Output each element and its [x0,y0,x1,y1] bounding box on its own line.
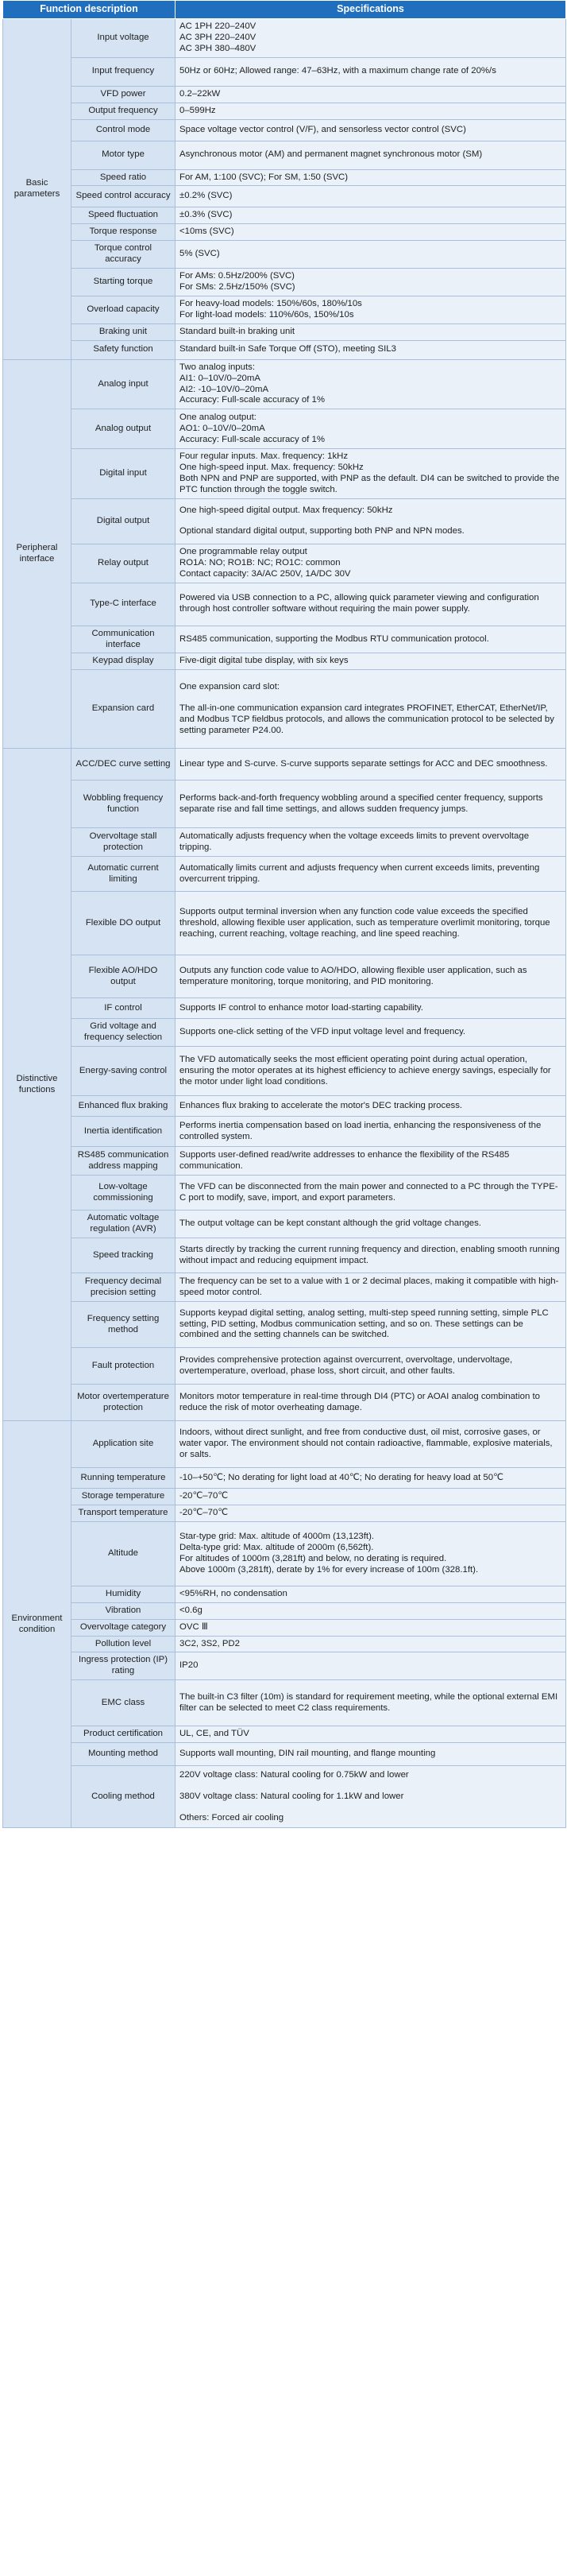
feature-flexible-do-output: Flexible DO output [71,892,176,955]
feature-digital-input: Digital input [71,449,176,499]
spec-value [176,359,566,409]
feature-vfd-power: VFD power [71,86,176,103]
spec-value [176,626,566,653]
spec-paragraph: Indoors, without direct sunlight, and free from conductive dust, oil mist, corrosive gases, or water vapor. The environment should not contain radioactive, flammable, explosive materials, or salts. [179,1427,553,1459]
table-row [3,1619,566,1636]
table-row [3,1680,566,1726]
spec-paragraph: For AMs: 0.5Hz/200% (SVC) For SMs: 2.5Hz/150% (SVC) [179,271,295,292]
table-row [3,323,566,340]
spec-value [176,1019,566,1047]
spec-paragraph: OVC Ⅲ [179,1621,208,1632]
spec-paragraph: Optional standard digital output, supporting both PNP and NPN modes. [179,526,465,537]
feature-grid-voltage-and-frequency-selection: Grid voltage and frequency selection [71,1019,176,1047]
table-row [3,583,566,626]
spec-value [176,998,566,1019]
feature-flexible-ao-hdo-output: Flexible AO/HDO output [71,955,176,998]
spec-paragraph: -20℃–70℃ [179,1507,229,1517]
table-row [3,1238,566,1273]
table-row [3,1211,566,1238]
feature-inertia-identification: Inertia identification [71,1117,176,1147]
category-distinctive-functions: Distinctive functions [3,749,71,1421]
table-row [3,1521,566,1586]
spec-value [176,141,566,169]
spec-value [176,1096,566,1117]
feature-altitude: Altitude [71,1521,176,1586]
table-header-row [3,1,566,19]
table-row [3,1273,566,1302]
spec-paragraph: Automatically limits current and adjusts frequency when current exceeds limits, preventing overcurrent tripping. [179,862,540,884]
spec-value [176,1652,566,1680]
feature-acc-dec-curve-setting: ACC/DEC curve setting [71,749,176,781]
feature-automatic-current-limiting: Automatic current limiting [71,857,176,892]
table-row [3,1766,566,1828]
table-row [3,141,566,169]
spec-paragraph: ±0.2% (SVC) [179,191,233,201]
table-row [3,57,566,86]
spec-value [176,1385,566,1421]
feature-input-frequency: Input frequency [71,57,176,86]
feature-output-frequency: Output frequency [71,103,176,119]
table-row [3,857,566,892]
spec-value [176,19,566,58]
category-peripheral-interface: Peripheral interface [3,359,71,749]
spec-paragraph: 0–599Hz [179,105,216,115]
feature-speed-control-accuracy: Speed control accuracy [71,186,176,207]
table-row [3,1421,566,1468]
feature-running-temperature: Running temperature [71,1468,176,1489]
spec-paragraph: Asynchronous motor (AM) and permanent magnet synchronous motor (SM) [179,149,483,160]
table-row [3,169,566,186]
spec-value [176,57,566,86]
feature-overload-capacity: Overload capacity [71,296,176,323]
feature-type-c-interface: Type-C interface [71,583,176,626]
spec-paragraph: The output voltage can be kept constant although the grid voltage changes. [179,1218,481,1229]
spec-value [176,1743,566,1766]
feature-low-voltage-commissioning: Low-voltage commissioning [71,1176,176,1211]
spec-paragraph: Supports IF control to enhance motor load-starting capability. [179,1002,423,1013]
table-row [3,119,566,141]
feature-overvoltage-category: Overvoltage category [71,1619,176,1636]
table-row [3,670,566,749]
spec-paragraph: Supports output terminal inversion when any function code value exceeds the specified threshold, allowing flexible user application, such as temperature overlimit monitoring, torque reaching, current reaching, voltage reaching, and line speed reaching. [179,907,550,939]
table-row [3,626,566,653]
table-row [3,241,566,269]
spec-paragraph: Standard built-in braking unit [179,326,295,336]
table-row [3,1117,566,1147]
spec-value [176,340,566,359]
spec-value [176,653,566,670]
spec-value [176,1602,566,1619]
feature-fault-protection: Fault protection [71,1348,176,1385]
table-row [3,449,566,499]
spec-value [176,670,566,749]
spec-paragraph: 380V voltage class: Natural cooling for 1.1kW and lower [179,1791,404,1801]
feature-pollution-level: Pollution level [71,1636,176,1652]
spec-paragraph: One analog output: AO1: 0–10V/0–20mA Accuracy: Full-scale accuracy of 1% [179,412,325,444]
table-row [3,269,566,296]
feature-starting-torque: Starting torque [71,269,176,296]
spec-value [176,296,566,323]
spec-paragraph: For heavy-load models: 150%/60s, 180%/10s For light-load models: 110%/60s, 150%/10s [179,298,362,320]
table-row [3,892,566,955]
spec-value [176,1680,566,1726]
spec-value [176,1047,566,1096]
feature-if-control: IF control [71,998,176,1019]
table-row [3,1047,566,1096]
spec-paragraph: Performs inertia compensation based on load inertia, enhancing the responsiveness of the controlled system. [179,1120,542,1141]
table-row [3,1743,566,1766]
spec-value [176,955,566,998]
spec-value [176,1117,566,1147]
feature-enhanced-flux-braking: Enhanced flux braking [71,1096,176,1117]
table-row [3,955,566,998]
spec-paragraph: The built-in C3 filter (10m) is standard for requirement meeting, while the optional external EMI filter can be selected to meet C2 class requirements. [179,1691,558,1713]
spec-paragraph: IP20 [179,1660,199,1671]
function-description-header: Function description [3,1,176,19]
table-row [3,781,566,828]
spec-value [176,409,566,449]
feature-humidity: Humidity [71,1586,176,1602]
table-row [3,1586,566,1602]
spec-value [176,1489,566,1505]
table-row [3,998,566,1019]
feature-control-mode: Control mode [71,119,176,141]
spec-paragraph: The VFD automatically seeks the most efficient operating point during actual operation, ensuring the motor operates at its highest efficiency to achieve energy savings, especially for the motor under light load conditions. [179,1054,551,1087]
spec-value [176,449,566,499]
spec-value [176,103,566,119]
spec-value [176,119,566,141]
spec-value [176,857,566,892]
table-row [3,86,566,103]
table-row [3,1348,566,1385]
feature-vibration: Vibration [71,1602,176,1619]
spec-paragraph: Outputs any function code value to AO/HDO, allowing flexible user application, such as temperature monitoring, torque monitoring, and PID monitoring. [179,965,527,986]
table-row [3,186,566,207]
spec-paragraph: One programmable relay output RO1A: NO; RO1B: NC; RO1C: common Contact capacity: 3A/AC 250V, 1A/DC 30V [179,546,351,579]
table-row [3,1302,566,1348]
table-row [3,1019,566,1047]
spec-paragraph: The all-in-one communication expansion card integrates PROFINET, EtherCAT, EtherNet/IP, and Modbus TCP fieldbus protocols, and allows the communication protocol to be selected by setting parameter P24.00. [179,703,554,735]
feature-overvoltage-stall-protection: Overvoltage stall protection [71,828,176,857]
feature-transport-temperature: Transport temperature [71,1505,176,1521]
spec-paragraph: 5% (SVC) [179,249,220,259]
specifications-table [2,0,566,1828]
spec-paragraph: <95%RH, no condensation [179,1588,287,1598]
feature-motor-type: Motor type [71,141,176,169]
feature-communication-interface: Communication interface [71,626,176,653]
feature-product-certification: Product certification [71,1726,176,1743]
spec-paragraph: UL, CE, and TÜV [179,1729,249,1739]
table-row [3,224,566,241]
category-environment-condition: Environment condition [3,1421,71,1828]
feature-frequency-setting-method: Frequency setting method [71,1302,176,1348]
spec-value [176,828,566,857]
feature-analog-input: Analog input [71,359,176,409]
table-row [3,1652,566,1680]
feature-motor-overtemperature-protection: Motor overtemperature protection [71,1385,176,1421]
feature-braking-unit: Braking unit [71,323,176,340]
feature-torque-control-accuracy: Torque control accuracy [71,241,176,269]
spec-value [176,1636,566,1652]
spec-value [176,892,566,955]
table-body [3,19,566,1828]
spec-value [176,1147,566,1176]
spec-paragraph: Linear type and S-curve. S-curve supports separate settings for ACC and DEC smoothness. [179,758,548,769]
spec-paragraph: 220V voltage class: Natural cooling for 0.75kW and lower [179,1769,409,1780]
spec-value [176,86,566,103]
table-row [3,1468,566,1489]
spec-paragraph: Automatically adjusts frequency when the voltage exceeds limits to prevent overvoltage tripping. [179,831,530,852]
feature-digital-output: Digital output [71,498,176,544]
feature-keypad-display: Keypad display [71,653,176,670]
spec-paragraph: Supports user-defined read/write addresses to enhance the flexibility of the RS485 communication. [179,1149,510,1171]
spec-value [176,1468,566,1489]
feature-speed-fluctuation: Speed fluctuation [71,207,176,224]
feature-rs485-communication-address-mapping: RS485 communication address mapping [71,1147,176,1176]
spec-value [176,241,566,269]
table-row [3,1147,566,1176]
feature-storage-temperature: Storage temperature [71,1489,176,1505]
spec-paragraph: Four regular inputs. Max. frequency: 1kHz One high-speed input. Max. frequency: 50kHz Both NPN and PNP are supported, with PNP as the default. DI4 can be switched to provide the PTC function through the toggle switch. [179,451,560,495]
spec-value [176,749,566,781]
table-row [3,653,566,670]
spec-value [176,207,566,224]
spec-value [176,1348,566,1385]
spec-paragraph: Supports keypad digital setting, analog setting, multi-step speed running setting, simple PLC setting, PID setting, Modbus communication setting, and so on. These settings can be combined and the setting channels can be switched. [179,1307,549,1340]
spec-paragraph: Powered via USB connection to a PC, allowing quick parameter viewing and configuration through host controller software without requiring the main power supply. [179,593,539,614]
spec-paragraph: Provides comprehensive protection against overcurrent, overvoltage, undervoltage, overtemperature, overload, phase loss, short circuit, and other faults. [179,1354,513,1376]
spec-value [176,1521,566,1586]
spec-value [176,1302,566,1348]
spec-value [176,781,566,828]
spec-paragraph: Supports one-click setting of the VFD input voltage level and frequency. [179,1027,466,1037]
spec-value [176,1273,566,1302]
spec-value [176,224,566,241]
spec-paragraph: <10ms (SVC) [179,227,234,237]
spec-paragraph: Five-digit digital tube display, with six keys [179,656,349,666]
feature-speed-ratio: Speed ratio [71,169,176,186]
spec-paragraph: -20℃–70℃ [179,1491,229,1501]
table-row [3,749,566,781]
spec-paragraph: Two analog inputs: AI1: 0–10V/0–20mA AI2: -10–10V/0–20mA Accuracy: Full-scale accuracy of 1% [179,362,325,405]
table-row [3,409,566,449]
table-row [3,828,566,857]
spec-paragraph: One high-speed digital output. Max frequency: 50kHz [179,505,393,515]
spec-value [176,186,566,207]
specifications-header: Specifications [176,1,566,19]
spec-value [176,323,566,340]
table-row [3,1602,566,1619]
table-row [3,1096,566,1117]
table-row [3,1726,566,1743]
feature-wobbling-frequency-function: Wobbling frequency function [71,781,176,828]
spec-paragraph: Supports wall mounting, DIN rail mounting, and flange mounting [179,1749,436,1759]
spec-paragraph: 50Hz or 60Hz; Allowed range: 47–63Hz, with a maximum change rate of 20%/s [179,66,496,76]
spec-paragraph: Performs back-and-forth frequency wobbling around a specified center frequency, supports separate rise and fall time settings, and allows sudden frequency jumps. [179,792,543,814]
spec-value [176,269,566,296]
spec-paragraph: Standard built-in Safe Torque Off (STO), meeting SIL3 [179,344,396,354]
feature-frequency-decimal-precision-setting: Frequency decimal precision setting [71,1273,176,1302]
spec-value [176,1726,566,1743]
feature-automatic-voltage-regulation-avr: Automatic voltage regulation (AVR) [71,1211,176,1238]
spec-value [176,498,566,544]
feature-safety-function: Safety function [71,340,176,359]
spec-value [176,1619,566,1636]
spec-paragraph: The VFD can be disconnected from the main power and connected to a PC through the TYPE-C port to modify, save, import, and export parameters. [179,1181,558,1203]
spec-paragraph: The frequency can be set to a value with 1 or 2 decimal places, making it compatible with high-speed motor control. [179,1276,559,1297]
spec-paragraph: 3C2, 3S2, PD2 [179,1638,240,1648]
spec-value [176,1421,566,1468]
table-row [3,103,566,119]
spec-paragraph: For AM, 1:100 (SVC); For SM, 1:50 (SVC) [179,172,349,182]
table-row [3,544,566,583]
feature-cooling-method: Cooling method [71,1766,176,1828]
spec-paragraph: -10–+50℃; No derating for light load at 40℃; No derating for heavy load at 50℃ [179,1472,503,1482]
feature-ingress-protection-ip-rating: Ingress protection (IP) rating [71,1652,176,1680]
feature-emc-class: EMC class [71,1680,176,1726]
table-row [3,498,566,544]
feature-analog-output: Analog output [71,409,176,449]
spec-paragraph: Starts directly by tracking the current running frequency and direction, enabling smooth running without impact and reducing equipment impact. [179,1244,560,1265]
feature-relay-output: Relay output [71,544,176,583]
spec-paragraph: ±0.3% (SVC) [179,210,233,220]
spec-paragraph: Star-type grid: Max. altitude of 4000m (13,123ft). Delta-type grid: Max. altitude of 2000m (6,562ft). For altitudes of 1000m (3,281ft) and below, no derating is required. Above 1000m (3,281ft), derate by 1% for every increase of 100m (328.1ft). [179,1532,479,1575]
spec-value [176,1586,566,1602]
spec-value [176,1211,566,1238]
feature-energy-saving-control: Energy-saving control [71,1047,176,1096]
feature-mounting-method: Mounting method [71,1743,176,1766]
spec-paragraph: Others: Forced air cooling [179,1812,284,1823]
spec-paragraph: Enhances flux braking to accelerate the motor's DEC tracking process. [179,1100,463,1110]
table-row [3,1176,566,1211]
table-row [3,19,566,58]
spec-value [176,1766,566,1828]
spec-paragraph: <0.6g [179,1605,202,1615]
spec-value [176,544,566,583]
spec-value [176,1176,566,1211]
feature-torque-response: Torque response [71,224,176,241]
feature-application-site: Application site [71,1421,176,1468]
table-row [3,1505,566,1521]
spec-paragraph: One expansion card slot: [179,682,280,692]
category-basic-parameters: Basic parameters [3,19,71,360]
feature-expansion-card: Expansion card [71,670,176,749]
table-row [3,1385,566,1421]
spec-paragraph: AC 1PH 220–240V AC 3PH 220–240V AC 3PH 380–480V [179,21,256,53]
spec-value [176,583,566,626]
spec-value [176,169,566,186]
spec-paragraph: 0.2–22kW [179,88,221,99]
table-row [3,207,566,224]
spec-value [176,1505,566,1521]
feature-input-voltage: Input voltage [71,19,176,58]
spec-value [176,1238,566,1273]
table-row [3,296,566,323]
table-row [3,1489,566,1505]
spec-paragraph: Space voltage vector control (V/F), and sensorless vector control (SVC) [179,124,466,134]
spec-paragraph: RS485 communication, supporting the Modbus RTU communication protocol. [179,633,489,644]
feature-speed-tracking: Speed tracking [71,1238,176,1273]
table-row [3,359,566,409]
table-row [3,1636,566,1652]
table-row [3,340,566,359]
spec-paragraph: Monitors motor temperature in real-time through DI4 (PTC) or AOAI analog combination to reduce the risk of motor overheating damage. [179,1391,540,1412]
